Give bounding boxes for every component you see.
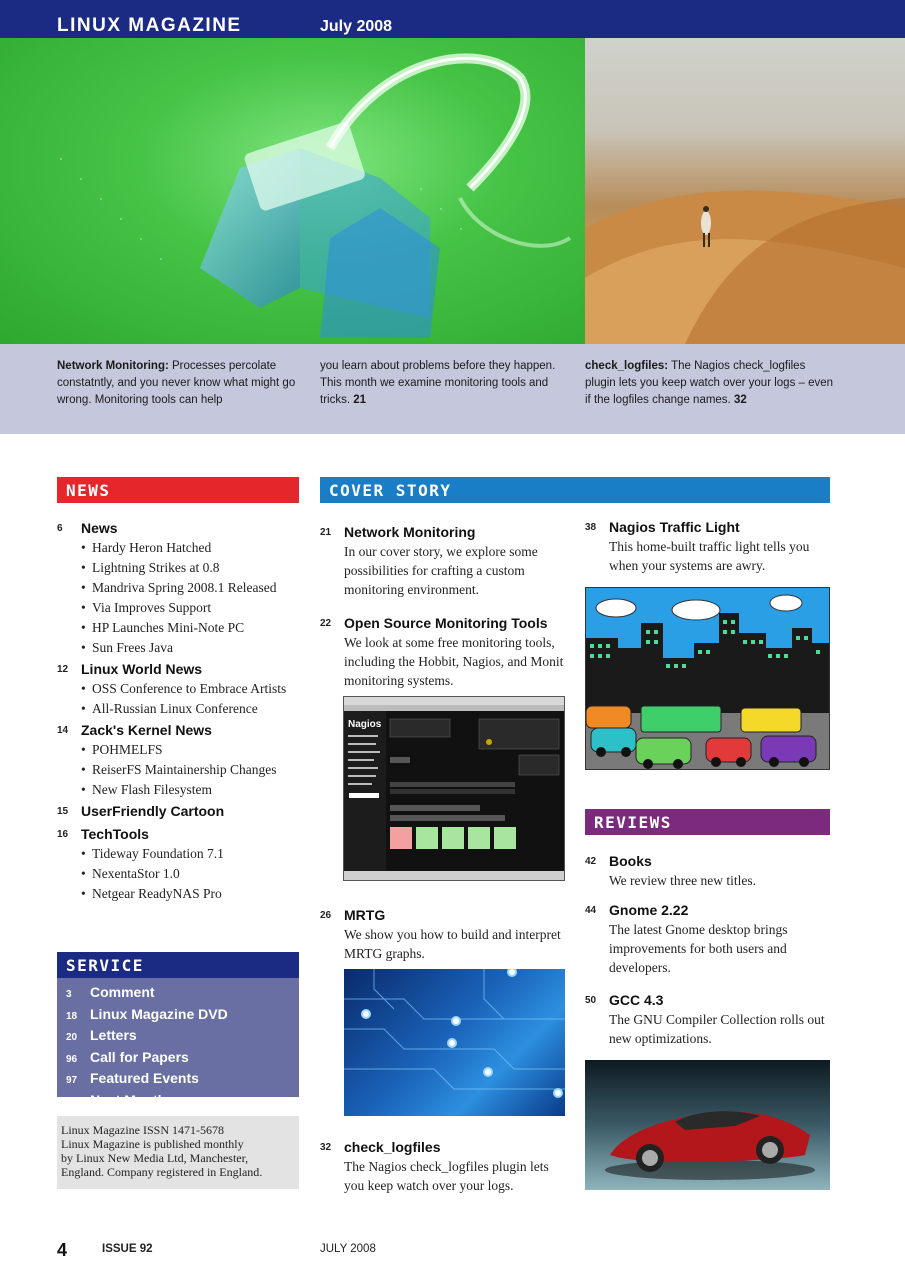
network-caption-text: Processes percolate constatntly, and you never know what might go wrong. Monitoring tools can help bbox=[57, 360, 296, 406]
page-number: 20 bbox=[66, 1032, 78, 1043]
review-title[interactable]: Books bbox=[609, 853, 652, 869]
page-number: 50 bbox=[585, 995, 597, 1006]
cover-entry[interactable] bbox=[585, 518, 835, 575]
reviews-section-header: REVIEWS bbox=[585, 809, 830, 835]
cover-entry[interactable] bbox=[320, 1138, 565, 1195]
nagios-screenshot bbox=[343, 696, 565, 881]
network-caption-text-2: you learn about problems before they happen. This month we examine monitoring tools and tricks. bbox=[320, 360, 556, 406]
news-item: • ReiserFS Maintainership Changes bbox=[81, 760, 302, 780]
cover-title[interactable]: MRTG bbox=[344, 907, 386, 923]
cover-entry[interactable] bbox=[320, 614, 565, 690]
service-item[interactable] bbox=[66, 1091, 299, 1113]
cover-summary: The Nagios check_logfiles plugin lets you keep watch over your logs. bbox=[344, 1159, 549, 1193]
desert-cover-image bbox=[585, 38, 905, 344]
page-number: 18 bbox=[66, 1010, 78, 1022]
page-number: 22 bbox=[320, 618, 332, 629]
review-summary: The latest Gnome desktop brings improvements for both users and developers. bbox=[609, 922, 788, 975]
issn-line: England. Company registered in England. bbox=[61, 1165, 263, 1179]
network-caption-page: 21 bbox=[353, 394, 367, 406]
service-item[interactable] bbox=[66, 983, 299, 1005]
issue-date: July 2008 bbox=[320, 18, 393, 35]
page-number: 32 bbox=[320, 1142, 332, 1153]
service-item[interactable] bbox=[66, 1048, 299, 1070]
news-title[interactable]: Zack's Kernel News bbox=[81, 722, 212, 738]
service-label: Next Month bbox=[90, 1091, 167, 1108]
news-item: • Lightning Strikes at 0.8 bbox=[81, 558, 302, 578]
cover-title[interactable]: Network Monitoring bbox=[344, 524, 476, 540]
news-list bbox=[57, 519, 302, 906]
cover-story-section-header: COVER STORY bbox=[320, 477, 830, 503]
service-item[interactable] bbox=[66, 1026, 299, 1048]
page-number: 12 bbox=[57, 664, 69, 675]
page-number: 6 bbox=[57, 523, 63, 534]
publication-info bbox=[57, 1116, 299, 1189]
news-section-header: NEWS bbox=[57, 477, 299, 503]
news-item: • OSS Conference to Embrace Artists bbox=[81, 679, 302, 699]
news-entry[interactable] bbox=[57, 519, 302, 658]
news-item: • Via Improves Support bbox=[81, 598, 302, 618]
page-number: 3 bbox=[66, 989, 72, 1000]
page-number: 38 bbox=[585, 522, 597, 533]
service-label: Letters bbox=[90, 1027, 137, 1043]
service-label: Comment bbox=[90, 984, 155, 1000]
cover-title[interactable]: Nagios Traffic Light bbox=[609, 519, 740, 535]
page-number: 16 bbox=[57, 829, 69, 840]
news-title[interactable]: News bbox=[81, 520, 118, 536]
news-item: • Sun Frees Java bbox=[81, 638, 302, 658]
news-entry[interactable] bbox=[57, 721, 302, 800]
network-caption-lead: Network Monitoring: bbox=[57, 360, 169, 372]
page-number: 44 bbox=[585, 905, 597, 916]
issue-label: ISSUE 92 bbox=[102, 1243, 153, 1255]
page-number: 15 bbox=[57, 806, 69, 817]
service-section-header: SERVICE bbox=[57, 952, 299, 978]
footer-date: JULY 2008 bbox=[320, 1243, 376, 1255]
issn-line: by Linux New Media Ltd, Manchester, bbox=[61, 1151, 249, 1165]
news-item: • POHMELFS bbox=[81, 740, 302, 760]
logfiles-caption-page: 32 bbox=[733, 394, 747, 406]
news-entry[interactable] bbox=[57, 825, 302, 904]
review-summary: We review three new titles. bbox=[609, 873, 756, 888]
magazine-title: LINUX MAGAZINE bbox=[57, 15, 242, 36]
page-number: 96 bbox=[66, 1053, 78, 1065]
service-label: Featured Events bbox=[90, 1070, 199, 1086]
traffic-city-illustration bbox=[585, 587, 830, 770]
page-number: 26 bbox=[320, 910, 332, 921]
cover-summary: This home-built traffic light tells you when your systems are awry. bbox=[609, 539, 810, 573]
cover-summary: We look at some free monitoring tools, including the Hobbit, Nagios, and Monit monitoring systems. bbox=[344, 635, 564, 688]
service-label: Call for Papers bbox=[90, 1048, 189, 1065]
review-entry[interactable] bbox=[585, 901, 835, 977]
news-item: • Netgear ReadyNAS Pro bbox=[81, 884, 302, 904]
page-number: 14 bbox=[57, 725, 69, 736]
news-title[interactable]: TechTools bbox=[81, 826, 149, 842]
review-summary: The GNU Compiler Collection rolls out new optimizations. bbox=[609, 1012, 825, 1046]
cover-entry[interactable] bbox=[320, 523, 565, 599]
nagios-logo: Nagios bbox=[348, 719, 382, 730]
review-title[interactable]: Gnome 2.22 bbox=[609, 902, 689, 918]
service-list bbox=[57, 978, 299, 1108]
news-item: • Hardy Heron Hatched bbox=[81, 538, 302, 558]
news-item: • Tideway Foundation 7.1 bbox=[81, 844, 302, 864]
issn-line: Linux Magazine is published monthly bbox=[61, 1137, 244, 1151]
mrtg-circuit-image bbox=[344, 969, 565, 1116]
logfiles-caption-lead: check_logfiles: bbox=[585, 360, 669, 372]
page-number: 42 bbox=[585, 856, 597, 867]
network-caption-cont bbox=[320, 358, 570, 409]
cover-title[interactable]: Open Source Monitoring Tools bbox=[344, 615, 548, 631]
news-title[interactable]: Linux World News bbox=[81, 661, 203, 677]
cover-summary: In our cover story, we explore some possibilities for crafting a custom monitoring environment. bbox=[344, 544, 538, 597]
issn-line: Linux Magazine ISSN 1471-5678 bbox=[61, 1123, 224, 1137]
page-number-footer: 4 bbox=[57, 1240, 68, 1260]
page-number: 21 bbox=[320, 527, 332, 538]
cover-title[interactable]: check_logfiles bbox=[344, 1139, 441, 1155]
service-item[interactable] bbox=[66, 1005, 299, 1027]
news-item: • New Flash Filesystem bbox=[81, 780, 302, 800]
news-entry[interactable] bbox=[57, 660, 302, 719]
news-item: • All-Russian Linux Conference bbox=[81, 699, 302, 719]
news-item: • Mandriva Spring 2008.1 Released bbox=[81, 578, 302, 598]
network-caption bbox=[57, 358, 305, 409]
cover-summary: We show you how to build and interpret MRTG graphs. bbox=[344, 927, 561, 961]
review-entry[interactable] bbox=[585, 852, 835, 890]
service-label: Linux Magazine DVD bbox=[90, 1005, 228, 1022]
page-number: 98 bbox=[66, 1096, 78, 1108]
logfiles-caption bbox=[585, 358, 835, 409]
review-title[interactable]: GCC 4.3 bbox=[609, 992, 664, 1008]
news-title[interactable]: UserFriendly Cartoon bbox=[81, 803, 225, 819]
page-number: 97 bbox=[66, 1075, 78, 1086]
service-item[interactable] bbox=[66, 1069, 299, 1091]
logfiles-caption-text: The Nagios check_logfiles plugin lets you keep watch over your logs – even if the logfiles change names. bbox=[585, 360, 834, 406]
news-item: • HP Launches Mini-Note PC bbox=[81, 618, 302, 638]
review-entry[interactable] bbox=[585, 991, 835, 1048]
network-monitoring-cover-image bbox=[0, 38, 585, 344]
masthead-bar bbox=[0, 0, 905, 38]
news-entry[interactable] bbox=[57, 802, 302, 821]
cover-entry[interactable] bbox=[320, 906, 565, 963]
news-item: • NexentaStor 1.0 bbox=[81, 864, 302, 884]
sports-car-image bbox=[585, 1060, 830, 1190]
